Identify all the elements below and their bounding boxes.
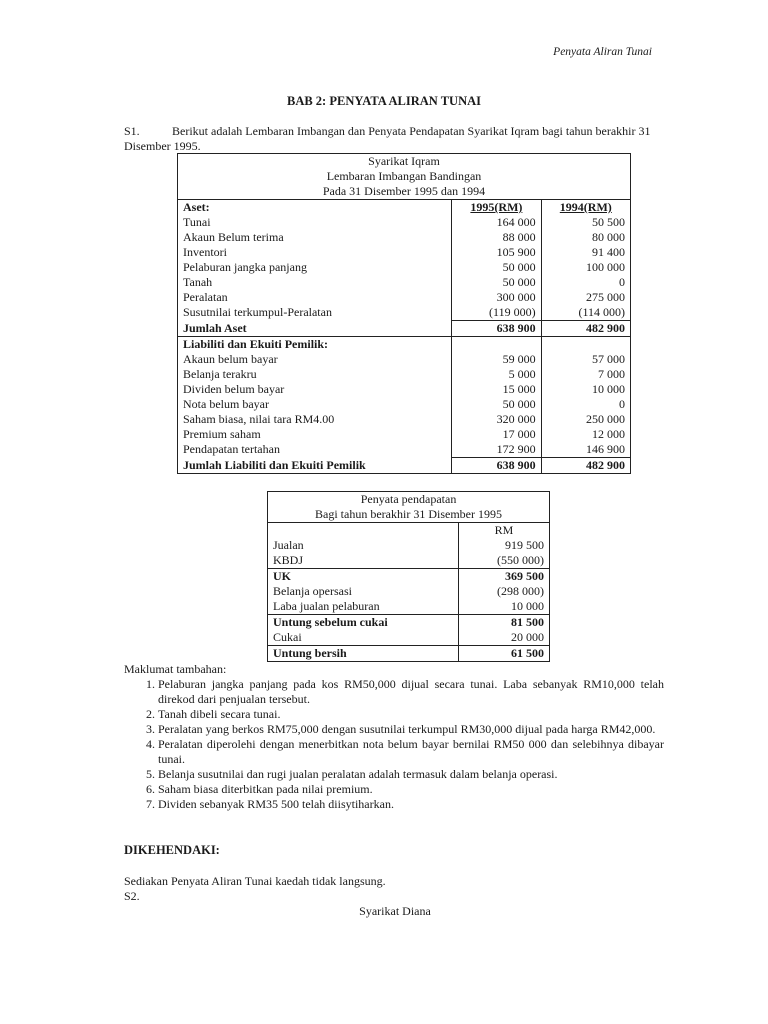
asset-row	[178, 305, 631, 321]
liability-row	[178, 352, 631, 367]
total-assets-label: Jumlah Aset	[183, 320, 247, 335]
asset-1994: 80 000	[592, 230, 625, 244]
liability-label: Saham biasa, nilai tara RM4.00	[183, 412, 335, 426]
asset-row	[178, 215, 631, 230]
liability-label: Akaun belum bayar	[183, 352, 278, 366]
liability-label: Pendapatan tertahan	[183, 442, 280, 456]
bs-date: Pada 31 Disember 1995 dan 1994	[178, 184, 631, 200]
income-row	[268, 646, 550, 662]
additional-info-item: 7. Dividen sebanyak RM35 500 telah diisytiharkan.	[158, 797, 664, 812]
income-label: Jualan	[273, 538, 304, 552]
required-text: Sediakan Penyata Aliran Tunai kaedah tidak langsung.	[124, 874, 386, 888]
income-value: 369 500	[459, 569, 550, 585]
question-1	[124, 124, 656, 154]
col-1995: 1995(RM)	[452, 200, 541, 216]
liability-label: Dividen belum bayar	[183, 382, 285, 396]
liability-1995: 172 900	[452, 442, 541, 458]
liability-1995: 50 000	[452, 397, 541, 412]
question-2-company: Syarikat Diana	[359, 904, 431, 918]
income-label: Laba jualan pelaburan	[273, 599, 380, 613]
asset-label: Tanah	[183, 275, 213, 289]
income-row	[268, 599, 550, 615]
assets-heading: Aset:	[183, 200, 210, 214]
income-row	[268, 569, 550, 585]
income-value: (298 000)	[459, 584, 550, 599]
asset-1995: (119 000)	[452, 305, 541, 321]
liability-1994: 7 000	[598, 367, 625, 381]
income-value: 10 000	[459, 599, 550, 615]
bs-subtitle: Lembaran Imbangan Bandingan	[178, 169, 631, 184]
total-liabilities-1994: 482 900	[541, 458, 630, 474]
asset-1995: 164 000	[452, 215, 541, 230]
asset-row	[178, 245, 631, 260]
liability-1995: 320 000	[452, 412, 541, 427]
asset-1994: 100 000	[586, 260, 625, 274]
question-2-number: S2.	[124, 889, 140, 903]
page-title: BAB 2: PENYATA ALIRAN TUNAI	[286, 94, 482, 108]
liability-row	[178, 427, 631, 442]
liability-1994: 57 000	[592, 352, 625, 366]
income-row	[268, 553, 550, 569]
income-label: KBDJ	[273, 553, 304, 567]
income-row	[268, 584, 550, 599]
liability-1994: 250 000	[586, 412, 625, 426]
asset-label: Peralatan	[183, 290, 228, 304]
asset-label: Susutnilai terkumpul-Peralatan	[183, 305, 332, 319]
total-assets-1995: 638 900	[452, 321, 541, 337]
liability-1995: 15 000	[452, 382, 541, 397]
asset-1995: 50 000	[452, 275, 541, 290]
liability-row	[178, 367, 631, 382]
additional-info-heading: Maklumat tambahan:	[124, 662, 227, 676]
income-label: Belanja opersasi	[273, 584, 352, 598]
income-value: 919 500	[459, 538, 550, 553]
asset-row	[178, 275, 631, 290]
additional-info-list	[124, 677, 664, 812]
income-row	[268, 538, 550, 553]
asset-1995: 88 000	[452, 230, 541, 245]
additional-info-item: 5. Belanja susutnilai dan rugi jualan peralatan adalah termasuk dalam belanja operasi.	[158, 767, 664, 782]
additional-info-item: 4. Peralatan diperolehi dengan menerbitkan nota belum bayar bernilai RM50 000 dan selebihnya dibayar tunai.	[158, 737, 664, 767]
liability-1994: 10 000	[592, 382, 625, 396]
income-label: Untung sebelum cukai	[273, 615, 388, 629]
income-label: Untung bersih	[273, 646, 347, 660]
liability-1994: 146 900	[586, 442, 625, 456]
running-header: Penyata Aliran Tunai	[553, 46, 652, 58]
col-1994: 1994(RM)	[559, 200, 612, 214]
asset-1994: 0	[619, 275, 625, 289]
asset-1994: 275 000	[586, 290, 625, 304]
balance-sheet-table	[177, 153, 631, 474]
asset-label: Inventori	[183, 245, 227, 259]
income-row	[268, 615, 550, 631]
income-value: 20 000	[459, 630, 550, 646]
asset-1995: 300 000	[452, 290, 541, 305]
liability-1995: 59 000	[452, 352, 541, 367]
income-label: Cukai	[273, 630, 302, 644]
question-number: S1.	[124, 124, 140, 138]
liabilities-heading: Liabiliti dan Ekuiti Pemilik:	[183, 337, 329, 351]
income-value: (550 000)	[459, 553, 550, 569]
asset-1995: 105 900	[452, 245, 541, 260]
income-value: 61 500	[459, 646, 550, 662]
is-subtitle: Bagi tahun berakhir 31 Disember 1995	[315, 507, 502, 521]
total-liabilities-label: Jumlah Liabiliti dan Ekuiti Pemilik	[183, 457, 366, 472]
asset-1994: 91 400	[592, 245, 625, 259]
total-assets-1994: 482 900	[541, 321, 630, 337]
liability-label: Premium saham	[183, 427, 261, 441]
income-label: UK	[273, 569, 291, 583]
asset-label: Akaun Belum terima	[183, 230, 284, 244]
additional-info-item: 3. Peralatan yang berkos RM75,000 dengan susutnilai terkumpul RM30,000 dijual pada harga RM42,000.	[158, 722, 664, 737]
total-liabilities-1995: 638 900	[452, 458, 541, 474]
additional-info-item: 6. Saham biasa diterbitkan pada nilai premium.	[158, 782, 664, 797]
is-col-header: RM	[459, 523, 550, 539]
asset-row	[178, 260, 631, 275]
additional-info-item: 2. Tanah dibeli secara tunai.	[158, 707, 664, 722]
question-text: Berikut adalah Lembaran Imbangan dan Penyata Pendapatan Syarikat Iqram bagi tahun berakhir 31 Disember 1995.	[124, 124, 651, 153]
liability-row	[178, 442, 631, 458]
liability-label: Nota belum bayar	[183, 397, 269, 411]
asset-label: Tunai	[183, 215, 211, 229]
liability-row	[178, 412, 631, 427]
additional-info-item: 1. Pelaburan jangka panjang pada kos RM50,000 dijual secara tunai. Laba sebanyak RM10,000 telah direkod dari penjualan tersebut.	[158, 677, 664, 707]
liability-1995: 5 000	[452, 367, 541, 382]
asset-1994: 50 500	[592, 215, 625, 229]
income-value: 81 500	[459, 615, 550, 631]
bs-company: Syarikat Iqram	[178, 154, 631, 170]
income-statement-table	[267, 491, 550, 662]
liability-1994: 0	[619, 397, 625, 411]
is-title: Penyata pendapatan	[360, 492, 457, 506]
asset-label: Pelaburan jangka panjang	[183, 260, 307, 274]
liability-row	[178, 382, 631, 397]
asset-row	[178, 230, 631, 245]
asset-1995: 50 000	[452, 260, 541, 275]
liability-1995: 17 000	[452, 427, 541, 442]
asset-1994: (114 000)	[578, 305, 625, 319]
required-heading: DIKEHENDAKI:	[124, 843, 220, 857]
income-row	[268, 630, 550, 646]
asset-row	[178, 290, 631, 305]
liability-row	[178, 397, 631, 412]
liability-1994: 12 000	[592, 427, 625, 441]
additional-info	[124, 662, 664, 812]
liability-label: Belanja terakru	[183, 367, 257, 381]
